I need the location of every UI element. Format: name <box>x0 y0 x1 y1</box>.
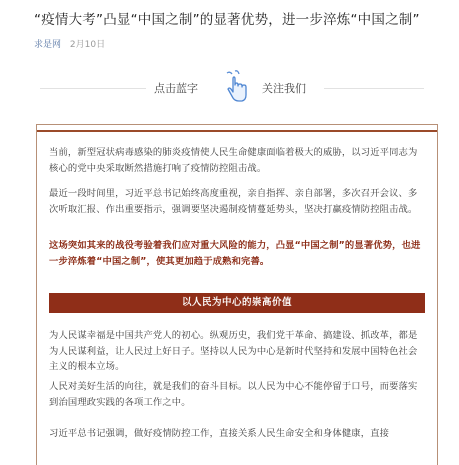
paragraph-6: 习近平总书记强调，做好疫情防控工作，直接关系人民生命安全和身体健康，直接 <box>49 428 390 439</box>
pointing-hand-icon <box>222 70 250 104</box>
section-header: 以人民为中心的崇高价值 <box>49 293 425 313</box>
article-source-link[interactable]: 求是网 <box>34 40 62 50</box>
paragraph-5: 人民对美好生活的向往，就是我们的奋斗目标。以人民为中心不能停留于口号，而要落实到治国理政实践的各项工作之中。 <box>49 381 418 408</box>
divider-left <box>40 88 146 89</box>
article-date: 2月10日 <box>69 40 106 50</box>
divider-right <box>324 88 424 89</box>
article-meta <box>34 37 105 50</box>
article-content <box>36 124 438 465</box>
follow-banner[interactable] <box>0 70 459 104</box>
follow-left-label: 点击蓝字 <box>154 82 198 95</box>
follow-right-label: 关注我们 <box>262 82 306 95</box>
paragraph-highlight: 这场突如其来的战役考验着我们应对重大风险的能力，凸显“中国之制”的显著优势，也进一步淬炼着“中国之制”，使其更加趋于成熟和完善。 <box>49 240 421 267</box>
paragraph-1: 当前，新型冠状病毒感染的肺炎疫情使人民生命健康面临着极大的威胁，以习近平同志为核心的党中央采取断然措施打响了疫情防控阻击战。 <box>49 147 418 174</box>
paragraph-4: 为人民谋幸福是中国共产党人的初心。纵观历史，我们党干革命、搞建设、抓改革，都是为人民谋利益，让人民过上好日子。坚持以人民为中心是新时代坚持和发展中国特色社会主义的根本立场。 <box>49 330 418 372</box>
paragraph-2: 最近一段时间里，习近平总书记始终高度重视，亲自指挥、亲自部署，多次召开会议、多次听取汇报、作出重要指示，强调要坚决遏制疫情蔓延势头，坚决打赢疫情防控阻击战。 <box>49 188 418 215</box>
article-title: “疫情大考”凸显“中国之制”的显著优势，进一步淬炼“中国之制” <box>34 12 420 28</box>
content-top-rule <box>37 130 437 132</box>
